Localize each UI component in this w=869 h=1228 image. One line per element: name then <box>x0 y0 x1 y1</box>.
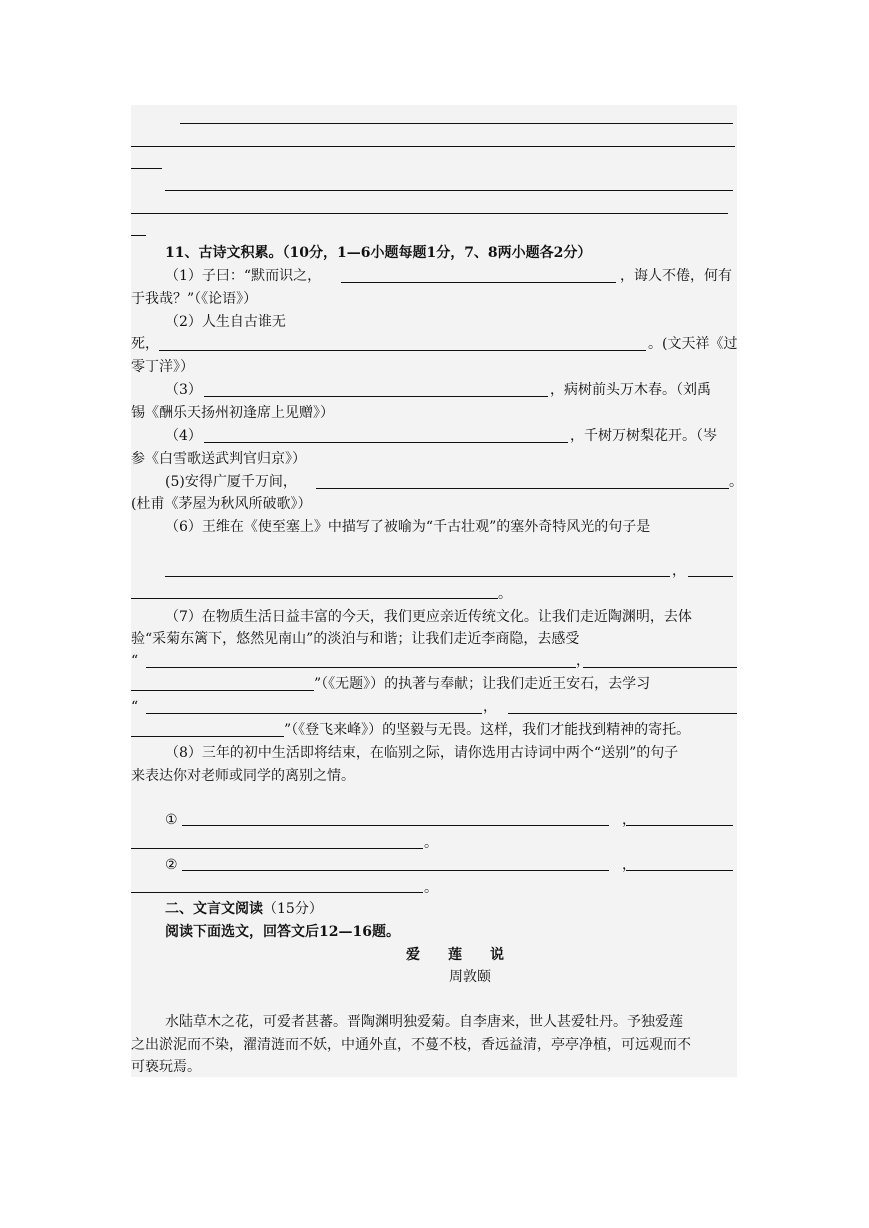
essay-paragraph-line-2: 之出淤泥而不染，濯清涟而不妖，中通外直，不蔓不枝，香远益清，亭亭净植，可远观而不 <box>131 1037 691 1053</box>
q11-1-source: 于我哉？”（《论语》） <box>131 291 258 307</box>
q11-8-marker-1: ① <box>165 812 178 828</box>
q11-7-comma-2: ， <box>483 699 497 715</box>
q11-4-blank[interactable] <box>204 442 568 443</box>
q11-5-source: (杜甫《茅屋为秋风所破歌》） <box>131 496 312 512</box>
q11-8-blank-2b[interactable] <box>626 870 733 871</box>
q11-8-blank-1b[interactable] <box>626 825 733 826</box>
q11-4-label: （4） <box>165 428 202 444</box>
q11-7-blank-1[interactable] <box>146 667 576 668</box>
q11-7-blank-2[interactable] <box>583 667 737 668</box>
q11-5-period: 。 <box>729 474 743 490</box>
answer-line[interactable] <box>131 213 728 214</box>
answer-line[interactable] <box>180 123 733 124</box>
answer-line[interactable] <box>165 190 733 191</box>
q11-7-text-3: ”（《无题》）的执著与奉献；让我们走近王安石，去学习 <box>314 676 651 692</box>
essay-paragraph-line-1: 水陆草木之花，可爱者甚蕃。晋陶渊明独爱菊。自李唐来，世人甚爱牡丹。予独爱莲 <box>165 1014 683 1030</box>
q11-8-comma-2: ， <box>622 857 636 873</box>
q11-8-text-2: 来表达你对老师或同学的离别之情。 <box>131 768 355 784</box>
section-2-title: 二、文言文阅读 <box>165 901 263 917</box>
q11-1-blank[interactable] <box>341 282 616 283</box>
q11-4-source: 参《白雪歌送武判官归京》） <box>131 451 306 467</box>
q11-8-comma-1: ， <box>622 812 636 828</box>
q11-7-blank-4[interactable] <box>146 713 482 714</box>
q11-6-text: （6）王维在《使至塞上》中描写了被喻为“千古壮观”的塞外奇特风光的句子是 <box>165 519 651 535</box>
q11-8-blank-2a[interactable] <box>182 870 609 871</box>
q11-2-text-cont: 死， <box>131 336 159 352</box>
q11-3-label: （3） <box>165 382 202 398</box>
q11-7-blank-6[interactable] <box>131 736 284 737</box>
question-11-heading: 11、古诗文积累。（10分，1—6小题每题1分，7、8两小题各2分） <box>165 245 592 261</box>
q11-6-blank-2[interactable] <box>688 576 733 577</box>
q11-6-period: 。 <box>498 586 512 602</box>
q11-8-period-2: 。 <box>424 880 438 896</box>
q11-8-period-1: 。 <box>424 835 438 851</box>
q11-4-text: ，千树万树梨花开。（岑 <box>570 428 717 444</box>
answer-line[interactable] <box>131 146 735 147</box>
q11-7-comma-1: ， <box>576 653 590 669</box>
q11-8-text: （8）三年的初中生活即将结束，在临别之际，请你选用古诗词中两个“送别”的句子 <box>165 745 679 761</box>
q11-7-text-4: ”（《登飞来峰》）的坚毅与无畏。这样，我们才能找到精神的寄托。 <box>284 722 691 738</box>
q11-6-comma: ， <box>672 563 686 579</box>
q11-2-text: （2）人生自古谁无 <box>165 314 286 330</box>
q11-6-blank-3[interactable] <box>131 598 498 599</box>
q11-2-source: 。(文天祥《过 <box>648 336 738 352</box>
section-2-score: （15分） <box>263 901 323 917</box>
q11-7-text-2: 验“采菊东篱下，悠然见南山”的淡泊与和谐；让我们走近李商隐，去感受 <box>131 631 580 647</box>
q11-8-marker-2: ② <box>165 857 178 873</box>
q11-3-source: 锡《酬乐天扬州初逢席上见赠》） <box>131 405 334 421</box>
q11-1-text-end: ，诲人不倦，何有 <box>620 268 732 284</box>
q11-2-blank[interactable] <box>159 350 646 351</box>
q11-3-text: ，病树前头万木春。（刘禹 <box>550 382 711 398</box>
q11-6-blank-1[interactable] <box>165 576 670 577</box>
answer-line[interactable] <box>131 168 162 169</box>
q11-5-text: (5)安得广厦千万间， <box>165 474 297 490</box>
essay-title: 爱 莲 说 <box>406 947 504 963</box>
q11-1-text: （1）子曰：“默而识之， <box>165 268 322 284</box>
q11-5-blank[interactable] <box>316 488 729 489</box>
section-2-instruction: 阅读下面选文，回答文后12—16题。 <box>165 924 400 940</box>
q11-7-quote-open-2: “ <box>131 699 139 715</box>
q11-7-blank-3[interactable] <box>131 690 314 691</box>
section-2-heading <box>165 899 323 919</box>
q11-8-blank-1a[interactable] <box>182 825 609 826</box>
q11-7-text: （7）在物质生活日益丰富的今天，我们更应亲近传统文化。让我们走近陶渊明，去体 <box>165 609 692 625</box>
q11-8-blank-2c[interactable] <box>131 892 423 893</box>
answer-line[interactable] <box>131 235 146 236</box>
q11-7-blank-5[interactable] <box>508 713 737 714</box>
q11-7-quote-open: “ <box>131 653 139 669</box>
q11-2-source-cont: 零丁洋》） <box>131 359 194 375</box>
essay-author: 周敦颐 <box>449 969 491 985</box>
q11-3-blank[interactable] <box>204 396 548 397</box>
essay-paragraph-line-3: 可亵玩焉。 <box>131 1059 201 1075</box>
q11-8-blank-1c[interactable] <box>131 848 423 849</box>
